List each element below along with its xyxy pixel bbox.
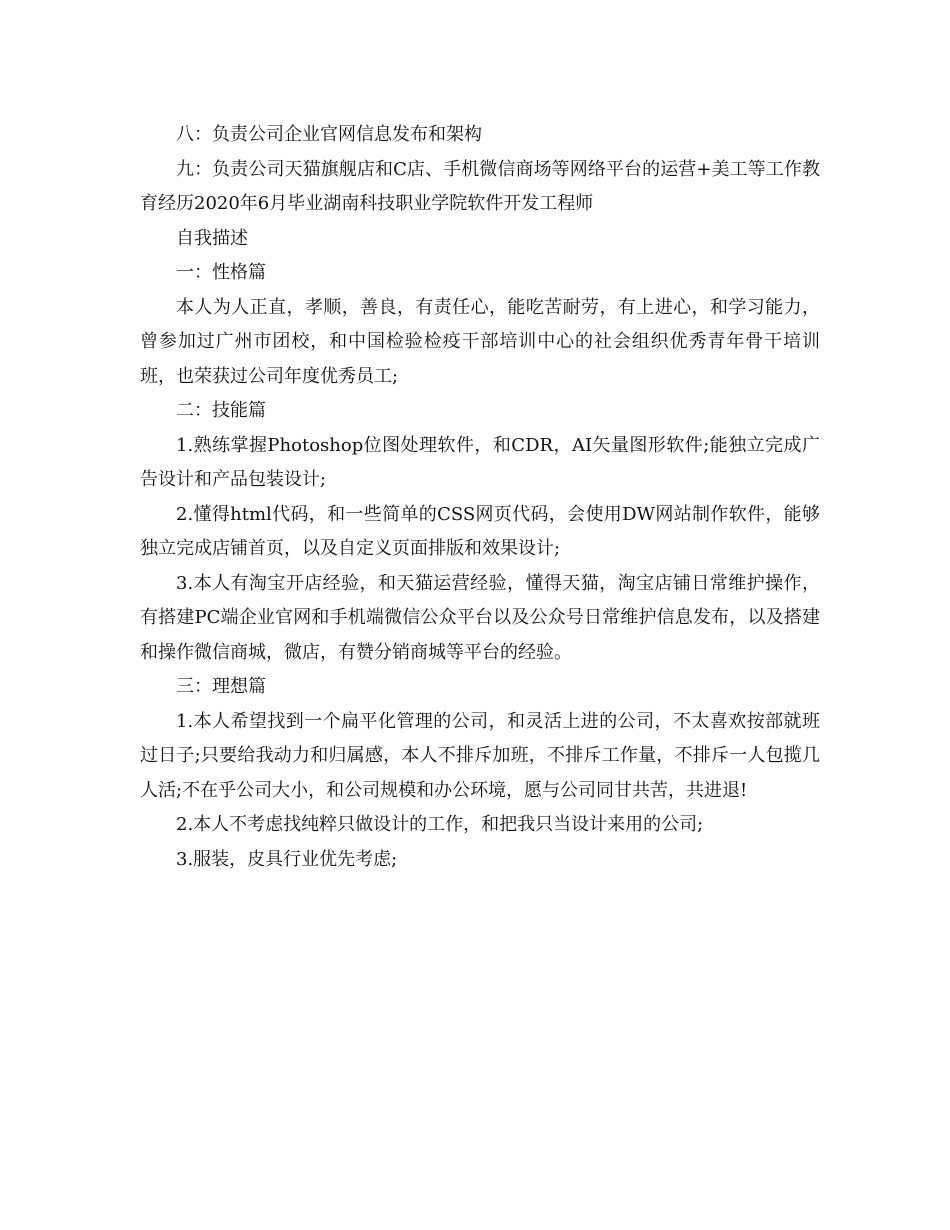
section-heading-skills: 二：技能篇 — [176, 400, 266, 421]
paragraph-item-9: 九：负责公司天猫旗舰店和C店、手机微信商场等网络平台的运营+美工等工作教育经历2020年6月毕业湖南科技职业学院软件开发工程师 — [140, 158, 820, 214]
paragraph-ideal-3: 3.服装，皮具行业优先考虑; — [176, 848, 398, 870]
section-heading-ideals: 三：理想篇 — [176, 676, 266, 697]
paragraph-ideal-2: 2.本人不考虑找纯粹只做设计的工作，和把我只当设计来用的公司; — [176, 814, 704, 835]
paragraph-skill-3: 3.本人有淘宝开店经验，和天猫运营经验，懂得天猫，淘宝店铺日常维护操作，有搭建PC端企业官网和手机端微信公众平台以及公众号日常维护信息发布，以及搭建和操作微信商城，微店，有赞分销商城等平台的经验。 — [140, 572, 820, 663]
paragraph-ideal-1: 1.本人希望找到一个扁平化管理的公司，和灵活上进的公司，不太喜欢按部就班过日子;只要给我动力和归属感，本人不排斥加班，不排斥工作量，不排斥一人包揽几人活;不在乎公司大小，和公司规模和办公环境，愿与公司同甘共苦，共进退! — [140, 710, 820, 801]
section-heading-personality: 一：性格篇 — [176, 262, 266, 283]
paragraph-skill-2: 2.懂得html代码，和一些简单的CSS网页代码，会使用DW网站制作软件，能够独立完成店铺首页，以及自定义页面排版和效果设计; — [140, 503, 820, 559]
paragraph-personality: 本人为人正直，孝顺，善良，有责任心，能吃苦耐劳，有上进心，和学习能力，曾参加过广州市团校，和中国检验检疫干部培训中心的社会组织优秀青年骨干培训班，也荣获过公司年度优秀员工; — [140, 296, 820, 387]
paragraph-item-8: 八：负责公司企业官网信息发布和架构 — [176, 124, 482, 145]
paragraph-skill-1: 1.熟练掌握Photoshop位图处理软件，和CDR，AI矢量图形软件;能独立完成广告设计和产品包装设计; — [140, 434, 820, 490]
section-heading-self-description: 自我描述 — [176, 227, 248, 249]
